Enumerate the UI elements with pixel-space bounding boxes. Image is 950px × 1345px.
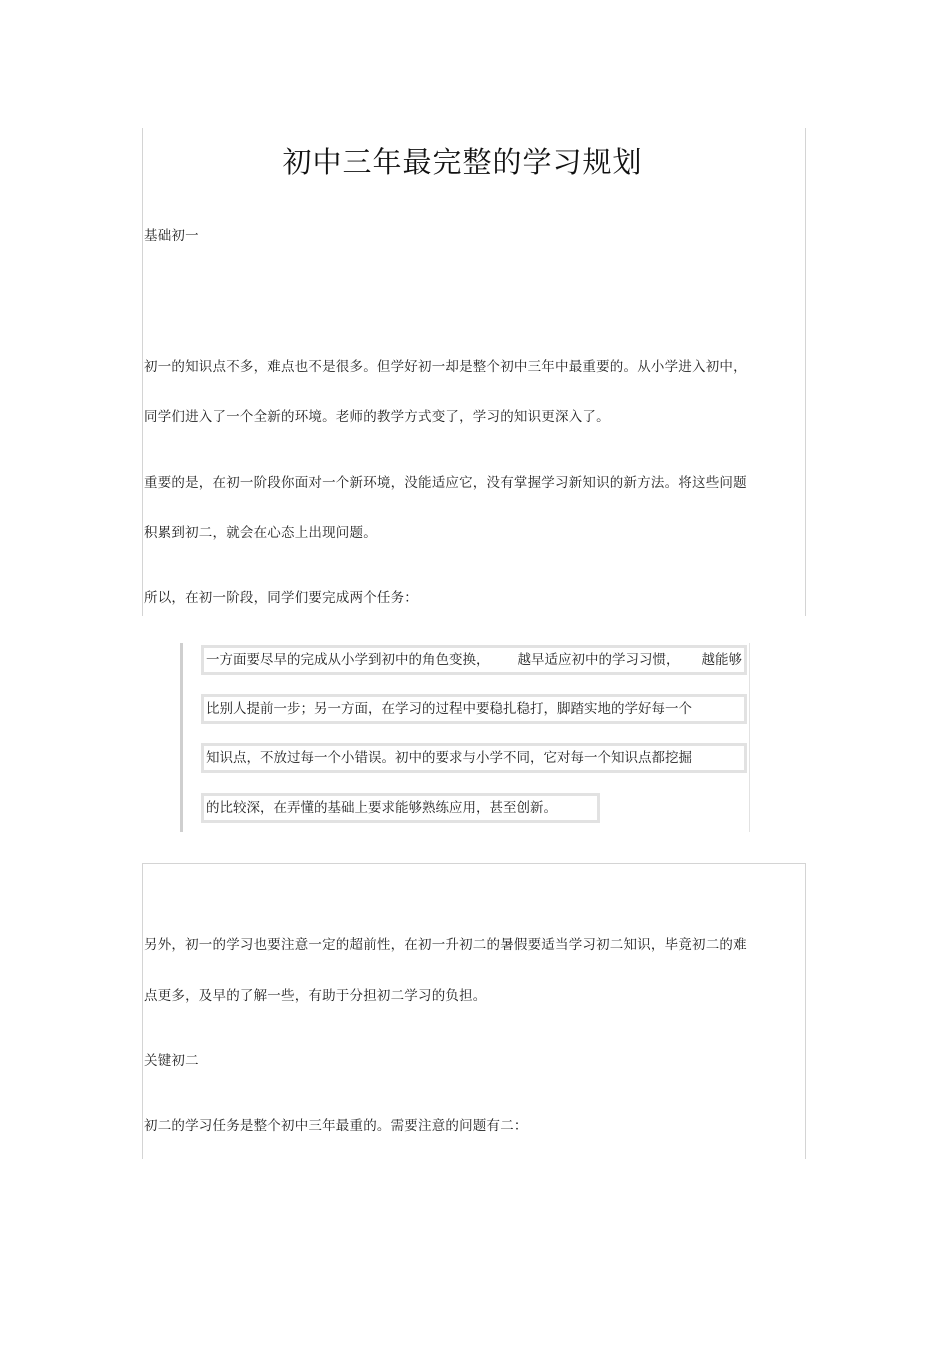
paragraph-1-line-2: 同学们进入了一个全新的环境。老师的教学方式变了，学习的知识更深入了。 bbox=[144, 409, 610, 425]
quote-line-1 bbox=[201, 645, 747, 675]
paragraph-3: 所以，在初一阶段，同学们要完成两个任务： bbox=[144, 590, 418, 606]
quote-line-1-part-2: 越早适应初中的学习习惯， bbox=[517, 652, 680, 668]
section-heading-grade8: 关键初二 bbox=[144, 1053, 199, 1069]
document-title: 初中三年最完整的学习规划 bbox=[282, 145, 643, 179]
quote-line-1-part-3: 越能够 bbox=[701, 652, 742, 668]
quote-line-4: 的比较深，在弄懂的基础上要求能够熟练应用，甚至创新。 bbox=[201, 793, 600, 823]
paragraph-4-line-1: 另外，初一的学习也要注意一定的超前性，在初一升初二的暑假要适当学习初二知识，毕竟初二的难 bbox=[144, 937, 747, 953]
quote-line-1-part-1: 一方面要尽早的完成从小学到初中的角色变换， bbox=[206, 652, 490, 668]
quote-bar bbox=[180, 643, 183, 832]
paragraph-2-line-1: 重要的是，在初一阶段你面对一个新环境，没能适应它，没有掌握学习新知识的新方法。将这些问题 bbox=[144, 475, 747, 491]
paragraph-2-line-2: 积累到初二，就会在心态上出现问题。 bbox=[144, 525, 377, 541]
paragraph-4-line-2: 点更多，及早的了解一些，有助于分担初二学习的负担。 bbox=[144, 988, 487, 1004]
section-heading-grade7: 基础初一 bbox=[144, 228, 199, 244]
paragraph-1-line-1: 初一的知识点不多，难点也不是很多。但学好初一却是整个初中三年中最重要的。从小学进入初中， bbox=[144, 359, 747, 375]
quote-line-3: 知识点，不放过每一个小错误。初中的要求与小学不同，它对每一个知识点都挖掘 bbox=[201, 743, 747, 773]
quote-right-border bbox=[749, 643, 750, 832]
quote-line-2: 比别人提前一步；另一方面，在学习的过程中要稳扎稳打，脚踏实地的学好每一个 bbox=[201, 694, 747, 724]
paragraph-5: 初二的学习任务是整个初中三年最重的。需要注意的问题有二： bbox=[144, 1118, 528, 1134]
